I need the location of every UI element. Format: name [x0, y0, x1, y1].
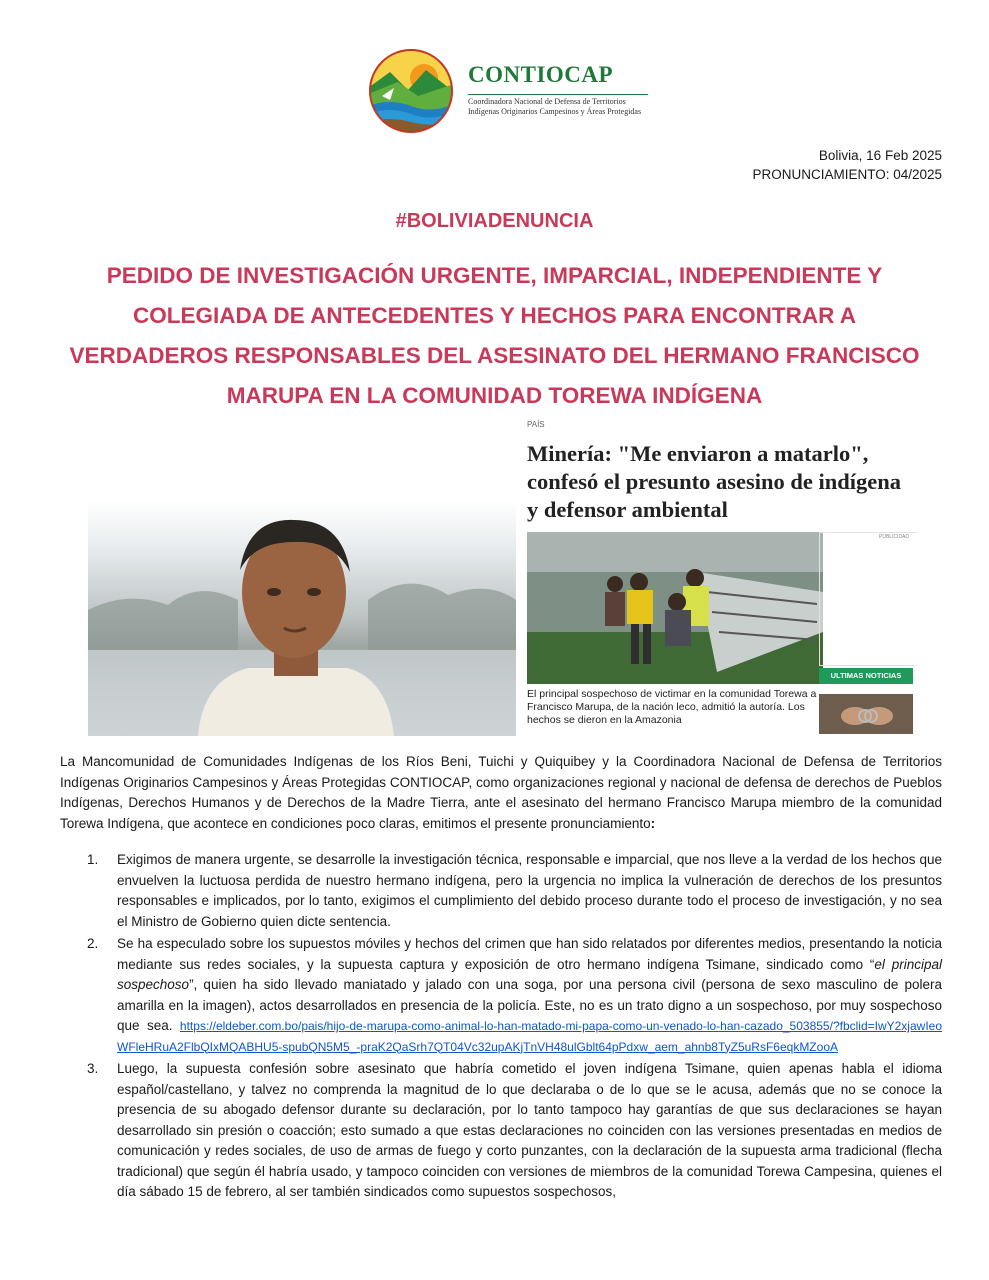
document-meta	[752, 146, 942, 184]
list-item	[60, 850, 942, 932]
article-caption: El principal sospechoso de victimar en la comunidad Torewa a Francisco Marupa, de la nación leco, admitió la autoría. Los hechos se dieron en la Amazonia	[527, 688, 817, 726]
victim-portrait-photo	[88, 500, 516, 736]
list-item-text-continued: ”, quien ha sido llevado maniatado y jalado con una soga, por una persona civil (persona de sexo masculino de polera amarilla en la imagen), actos desarrollados en presencia de la policía. Este, no es un trato digno a un sospechoso, por muy sospechoso que sea.	[117, 977, 942, 1033]
place-date: Bolivia, 16 Feb 2025	[818, 148, 942, 163]
article-section: PAÍS	[527, 420, 545, 429]
brand-name: CONTIOCAP	[468, 62, 614, 87]
list-item	[60, 934, 942, 1057]
list-item-emphasis: el principal sospechoso	[117, 956, 942, 992]
pronouncement-number: PRONUNCIAMIENTO: 04/2025	[752, 167, 942, 182]
contiocap-logo-icon	[368, 48, 454, 134]
news-link[interactable]: https://eldeber.com.bo/pais/hijo-de-marupa-como-animal-lo-han-matado-mi-papa-como-un-venado-lo-han-cazado_503855/?fbclid=IwY2xjawIeoWFleHRuA2FlbQIxMQABHU5-spubQN5M5_-praK2QaSrh7QT04Vc32upAKjTnVH48ulGblt64pPdxw_aem_ahnb8TyZ5uRsF6eqkMZooA	[117, 1019, 942, 1054]
ad-box	[819, 532, 917, 666]
list-item-number: 1.	[87, 852, 99, 867]
brand-subtitle	[468, 94, 648, 116]
portrait-illustration	[88, 500, 516, 736]
headline: PEDIDO DE INVESTIGACIÓN URGENTE, IMPARCIAL, INDEPENDIENTE Y COLEGIADA DE ANTECEDENTES Y HECHOS PARA ENCONTRAR A VERDADEROS RESPONSABLES DEL ASESINATO DEL HERMANO FRANCISCO MARUPA EN LA COMUNIDAD TOREWA INDÍGENA	[69, 263, 920, 408]
news-article-screenshot	[517, 414, 917, 736]
brand-subtitle-line1: Coordinadora Nacional de Defensa de Territorios	[468, 97, 626, 106]
intro-text: La Mancomunidad de Comunidades Indígenas de los Ríos Beni, Tuichi y Quiquibey y la Coordinadora Nacional de Defensa de Territorios Indígenas Originarios Campesinos y Áreas Protegidas CONTIOCAP, como organizaciones regional y nacional de defensa de derechos de Pueblos Indígenas, Derechos Humanos y de Derechos de la Madre Tierra, ante el asesinato del hermano Francisco Marupa miembro de la comunidad Torewa Indígena, que acontece en condiciones poco claras, emitimos el presente pronunciamiento	[60, 754, 942, 831]
article-photo	[527, 532, 823, 684]
article-title: Minería: "Me enviaron a matarlo", confesó el presunto asesino de indígena y defensor ambiental	[527, 441, 901, 522]
header	[368, 48, 668, 134]
list-item-text: Luego, la supuesta confesión sobre asesinato que habría cometido el joven indígena Tsimane, quien apenas habla el idioma español/castellano, y talvez no comprenda la magnitud de lo que declaraba o de lo que se le acusa, además que no se conoce la presencia de su abogado defensor durante su declaración, por lo tanto tampoco hay garantías de que sus declaraciones se hayan desarrollado sin presión o coacción; esto sumado a que estas declaraciones no coinciden con las versiones presentadas en medios de comunicación y redes sociales, de uso de armas de fuego y corto punzantes, con la declaración de la supuesta arma tradicional (flecha tradicional) que según él habría usado, y tampoco coinciden con versiones de miembros de la comunidad Torewa Campesina, quienes el día sábado 15 de febrero, al ser también sindicados como supuestos sospechosos,	[117, 1061, 942, 1199]
intro-paragraph	[60, 752, 942, 834]
list-item-text: Se ha especulado sobre los supuestos móviles y hechos del crimen que han sido relatados por diferentes medios, presentando la noticia mediante sus redes sociales, y la supuesta captura y exposición de otro hermano indígena Tsimane, sindicado como “	[117, 936, 942, 972]
ad-label: PUBLICIDAD	[879, 534, 910, 540]
list-item-number: 2.	[87, 936, 99, 951]
arrest-scene-illustration	[527, 532, 823, 684]
handcuffs-thumbnail-illustration	[819, 694, 913, 734]
list-item	[60, 1059, 942, 1203]
latest-news-badge: ULTIMAS NOTICIAS	[819, 668, 913, 684]
brand-subtitle-line2: Indígenas Originarios Campesinos y Áreas Protegidas	[468, 106, 642, 116]
intro-colon: :	[650, 815, 656, 831]
list-item-number: 3.	[87, 1061, 99, 1076]
hashtag: #BOLIVIADENUNCIA	[395, 210, 594, 232]
demands-list	[60, 850, 942, 1205]
latest-news-thumbnail	[819, 694, 913, 734]
list-item-text: Exigimos de manera urgente, se desarrolle la investigación técnica, responsable e imparcial, que nos lleve a la verdad de los hechos que envuelven la luctuosa perdida de nuestro hermano indígena, pero la urgencia no implica la vulneración de derechos de los presuntos responsables e implicados, por lo tanto, exigimos el cumplimiento del debido proceso durante todo el proceso de investigación, y no sea el Ministro de Gobierno quien dicte sentencia.	[117, 852, 942, 929]
